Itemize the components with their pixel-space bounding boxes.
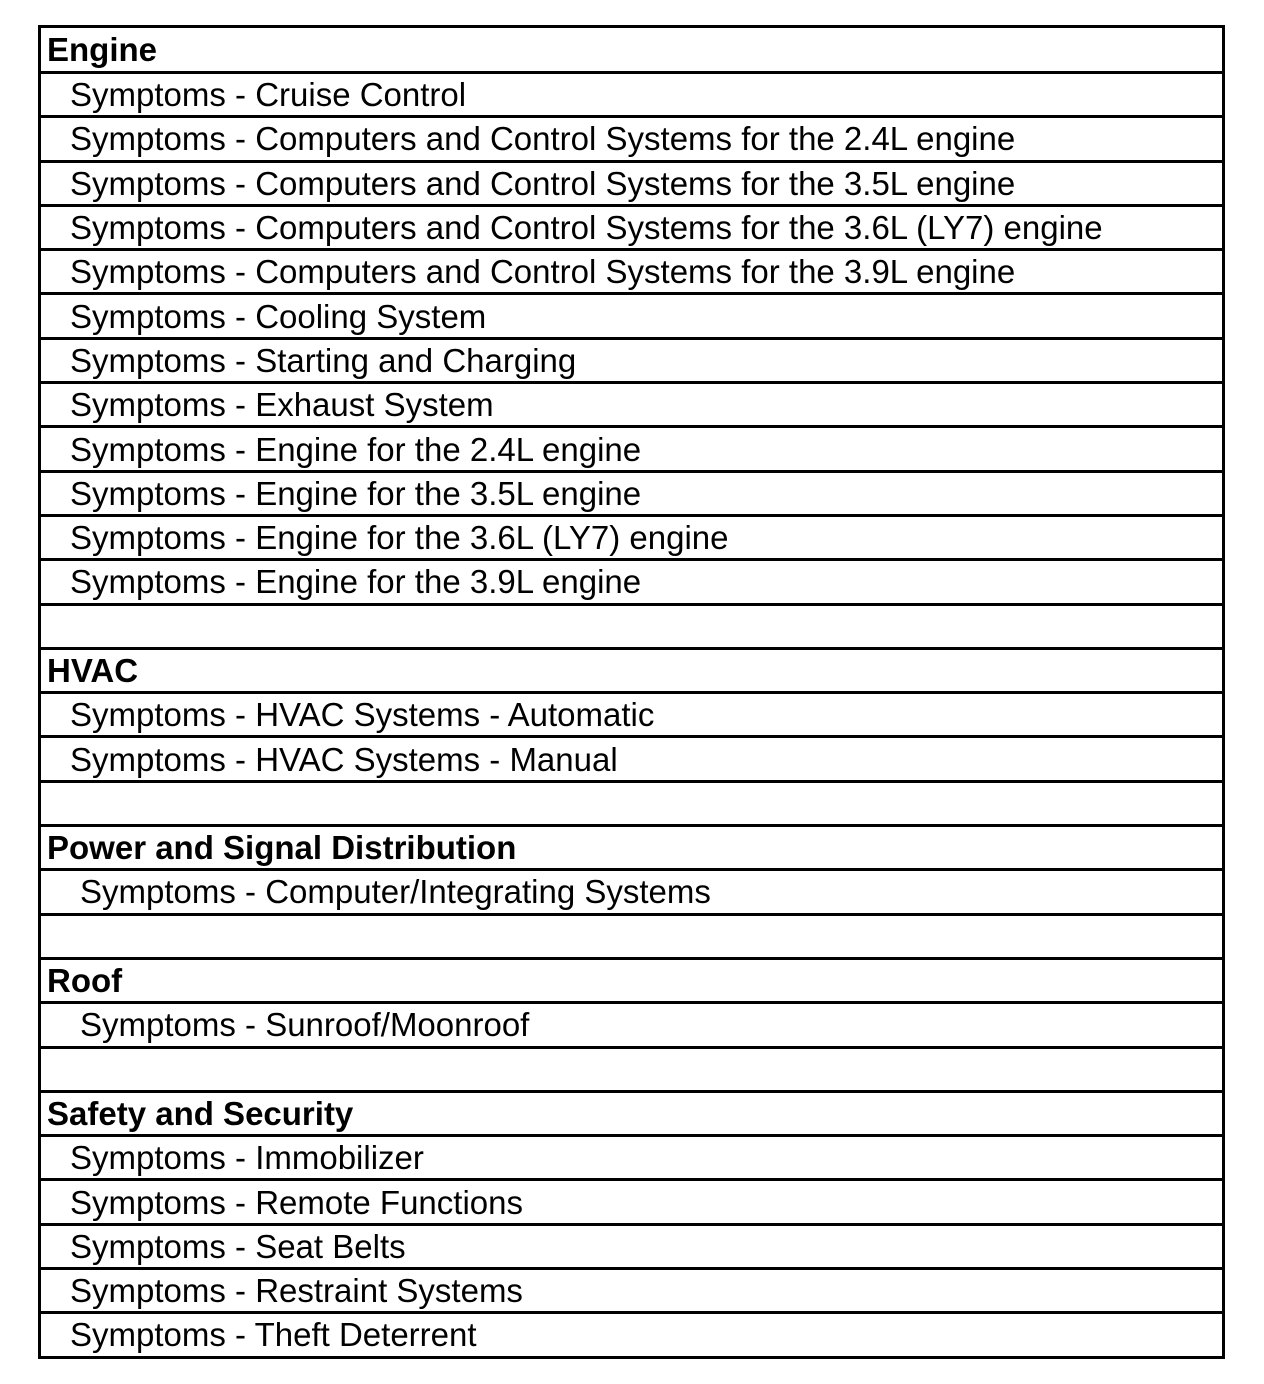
- list-item[interactable]: Symptoms - Sunroof/Moonroof: [41, 1001, 1222, 1045]
- list-item[interactable]: Symptoms - Computers and Control Systems for the 3.9L engine: [41, 248, 1222, 292]
- list-item[interactable]: Symptoms - Computer/Integrating Systems: [41, 868, 1222, 912]
- list-item[interactable]: Symptoms - HVAC Systems - Manual: [41, 735, 1222, 779]
- section-header-hvac: HVAC: [41, 647, 1222, 691]
- list-item[interactable]: Symptoms - Engine for the 3.5L engine: [41, 470, 1222, 514]
- list-item[interactable]: Symptoms - Cooling System: [41, 292, 1222, 336]
- section-header-power-signal-distribution: Power and Signal Distribution: [41, 824, 1222, 868]
- list-item[interactable]: Symptoms - Immobilizer: [41, 1134, 1222, 1178]
- list-item[interactable]: Symptoms - Computers and Control Systems for the 3.6L (LY7) engine: [41, 204, 1222, 248]
- list-item[interactable]: Symptoms - Theft Deterrent: [41, 1311, 1222, 1355]
- list-item[interactable]: Symptoms - Starting and Charging: [41, 337, 1222, 381]
- blank-row: [41, 913, 1222, 957]
- list-item[interactable]: Symptoms - Computers and Control Systems for the 3.5L engine: [41, 160, 1222, 204]
- section-header-roof: Roof: [41, 957, 1222, 1001]
- section-header-safety-security: Safety and Security: [41, 1090, 1222, 1134]
- symptoms-index-table: [38, 25, 1225, 1359]
- list-item[interactable]: Symptoms - Restraint Systems: [41, 1267, 1222, 1311]
- blank-row: [41, 780, 1222, 824]
- list-item[interactable]: Symptoms - Remote Functions: [41, 1178, 1222, 1222]
- blank-row: [41, 603, 1222, 647]
- list-item[interactable]: Symptoms - Engine for the 2.4L engine: [41, 425, 1222, 469]
- list-item[interactable]: Symptoms - Engine for the 3.9L engine: [41, 558, 1222, 602]
- list-item[interactable]: Symptoms - Seat Belts: [41, 1223, 1222, 1267]
- section-header-engine: Engine: [47, 31, 158, 68]
- list-item[interactable]: Symptoms - Engine for the 3.6L (LY7) engine: [41, 514, 1222, 558]
- list-item[interactable]: Symptoms - Exhaust System: [41, 381, 1222, 425]
- list-item[interactable]: Symptoms - Cruise Control: [41, 71, 1222, 115]
- blank-row: [41, 1046, 1222, 1090]
- list-item[interactable]: Symptoms - HVAC Systems - Automatic: [41, 691, 1222, 735]
- list-item[interactable]: Symptoms - Computers and Control Systems for the 2.4L engine: [41, 115, 1222, 159]
